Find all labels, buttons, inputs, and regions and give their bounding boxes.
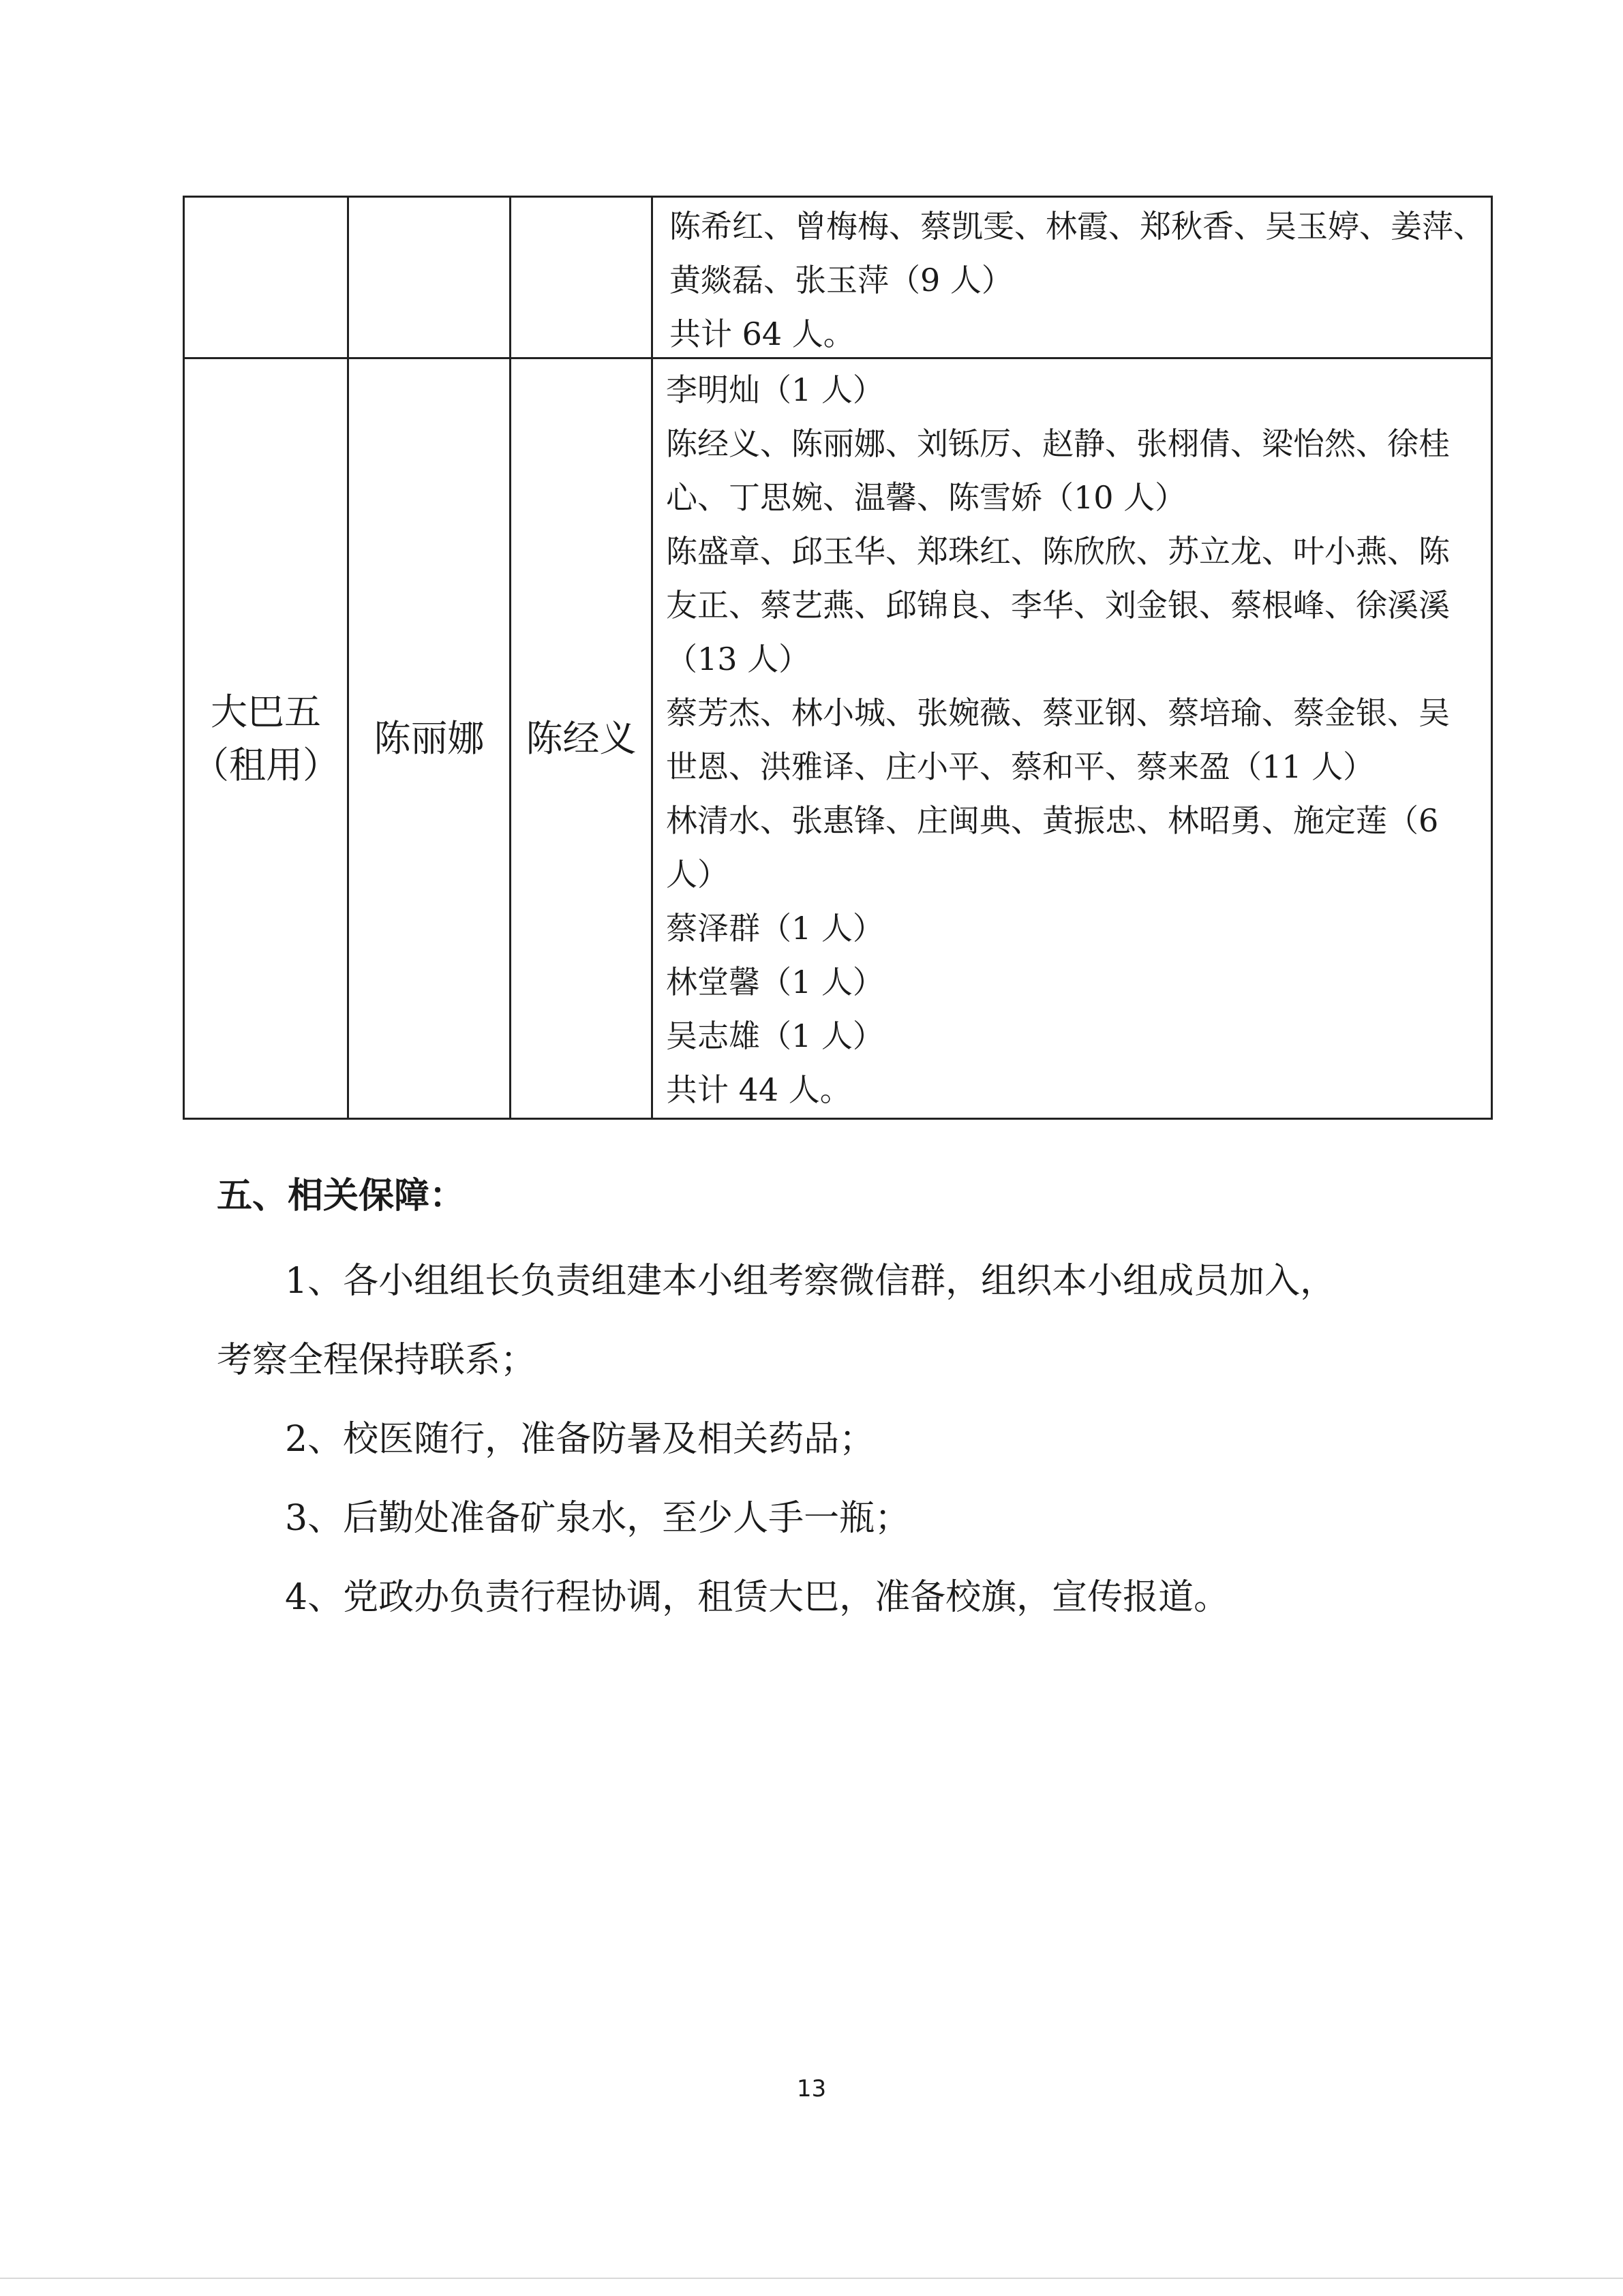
bus-name: 大巴五 <box>211 690 321 733</box>
member-line: 黄燚磊、张玉萍（9 人） <box>669 262 1013 299</box>
bus-name-cell <box>185 359 347 1118</box>
member-line: 友正、蔡艺燕、邱锦良、李华、刘金银、蔡根峰、徐溪溪 <box>666 587 1450 624</box>
bus-contact: 陈经义 <box>526 716 637 760</box>
table-border-top <box>183 196 1493 198</box>
section-item: 2、校医随行，准备防暑及相关药品； <box>285 1419 875 1460</box>
bus-assignment-table <box>183 196 1493 1120</box>
member-line: 蔡芳杰、林小城、张婉薇、蔡亚钢、蔡培瑜、蔡金银、吴 <box>666 694 1450 731</box>
member-line: 吴志雄（1 人） <box>666 1017 884 1054</box>
bus-members-cell <box>666 363 1450 1117</box>
member-line: 陈希红、曾梅梅、蔡凯雯、林霞、郑秋香、吴玉婷、姜萍、 <box>669 208 1485 245</box>
member-line: 陈经义、陈丽娜、刘铄厉、赵静、张栩倩、梁怡然、徐桂 <box>666 425 1450 462</box>
page-bottom-edge <box>0 2278 1623 2279</box>
member-line: （13 人） <box>666 641 810 677</box>
bus-leader: 陈丽娜 <box>374 716 485 760</box>
section-item: 1、各小组组长负责组建本小组考察微信群，组织本小组成员加入， <box>285 1261 1336 1302</box>
section-item-continuation: 考察全程保持联系； <box>217 1340 536 1381</box>
table-border-right <box>1491 196 1493 1120</box>
section-title: 五、相关保障： <box>217 1176 466 1216</box>
member-line: 林清水、张惠锋、庄闽典、黄振忠、林昭勇、施定莲（6 <box>666 802 1439 839</box>
member-total: 共计 64 人。 <box>669 316 855 352</box>
member-line: 林堂馨（1 人） <box>666 964 884 1000</box>
leader-cell <box>349 359 509 1118</box>
bus-note: （租用） <box>192 743 339 786</box>
section-item: 4、党政办负责行程协调，租赁大巴，准备校旗，宣传报道。 <box>285 1577 1230 1618</box>
member-line: 蔡泽群（1 人） <box>666 910 884 947</box>
member-total: 共计 44 人。 <box>666 1071 851 1108</box>
member-line: 李明灿（1 人） <box>666 371 884 408</box>
member-line: 人） <box>666 856 729 893</box>
page-number: 13 <box>796 2075 827 2102</box>
member-line: 心、丁思婉、温馨、陈雪娇（10 人） <box>666 479 1187 516</box>
table-column-divider <box>651 196 653 1120</box>
section-item: 3、后勤处准备矿泉水，至少人手一瓶； <box>285 1498 911 1539</box>
member-line: 陈盛章、邱玉华、郑珠红、陈欣欣、苏立龙、叶小燕、陈 <box>666 533 1450 570</box>
table-row-continued-members <box>669 200 1485 361</box>
contact-cell <box>511 359 651 1118</box>
member-line: 世恩、洪雅译、庄小平、蔡和平、蔡来盈（11 人） <box>666 748 1375 785</box>
table-border-bottom <box>183 1118 1493 1120</box>
